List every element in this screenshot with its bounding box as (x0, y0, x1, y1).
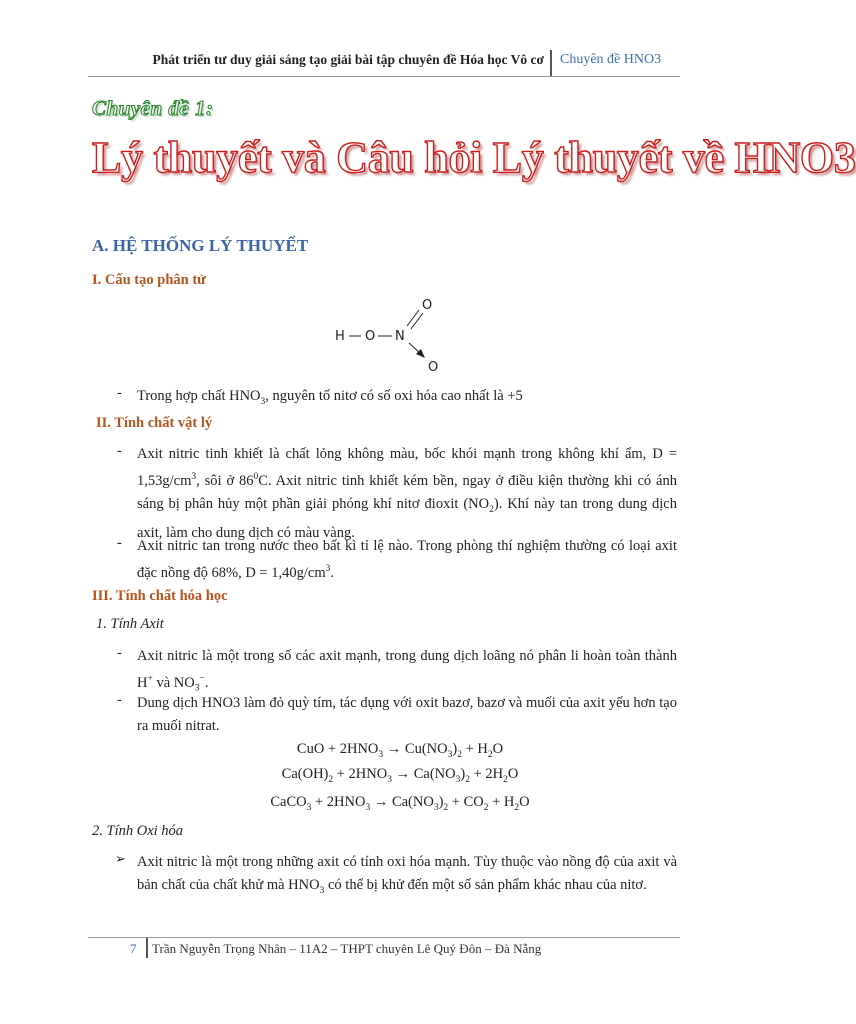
page-header (0, 50, 768, 72)
double-bond-1 (407, 310, 419, 326)
footer-author: Trần Nguyễn Trọng Nhân – 11A2 – THPT chuyên Lê Quý Đôn – Đà Nẵng (152, 941, 542, 956)
paragraph-solubility: Axit nitric tan trong nước theo bất kì tỉ lệ nào. Trong phòng thí nghiệm thường có loại axit đặc nồng độ 68%, $D = 1,40g/cm^3$. (137, 538, 677, 581)
atom-o-bottom: O (428, 360, 439, 375)
paragraph-litmus: Dung dịch HNO3 làm đỏ quỳ tím, tác dụng với oxit bazơ, bazơ và muối của axit yếu hơn tạo ra muối nitrat. (137, 695, 677, 734)
atom-o: O (365, 329, 376, 344)
header-rule (88, 76, 680, 77)
subheading-oxidation: 2. Tính Oxi hóa (92, 823, 184, 839)
subheading-chemical: III. Tính chất hóa học (92, 588, 228, 604)
header-book-title: Phát triển tư duy giải sáng tạo giải bài tập chuyên đề Hóa học Vô cơ (152, 52, 544, 67)
paragraph-strong-acid: Axit nitric là một trong số các axit mạnh, trong dung dịch loãng nó phân li hoàn toàn thành H+ và $NO_3^-$. (137, 648, 677, 694)
bullet-dash: - (117, 692, 122, 708)
subheading-structure: I. Cấu tạo phân tử (92, 272, 206, 288)
atom-h: H (335, 329, 345, 344)
equation-caco3: CaCO$_3$ + $2HNO_3 \to Ca(NO_3)_2 + CO_2 + H_2O$ (270, 794, 530, 813)
page-title: Lý thuyết và Câu hỏi Lý thuyết về HNO3 (92, 133, 856, 182)
bullet-dash: - (117, 443, 122, 459)
equation-caoh2: $Ca(OH)_2 + 2HNO_3 \to Ca(NO_3)_2 + 2H_2O$ (281, 766, 519, 785)
paragraph-oxidizing: Axit nitric là một trong những axit có tính oxi hóa mạnh. Tùy thuộc vào nồng độ của axit và bản chất của chất khử mà $HNO_3$ có thể bị khử đến một số sản phẩm khác nhau của nitơ. (137, 854, 677, 896)
bullet-dash: - (117, 535, 122, 551)
equation-cuo: CuO + $2HNO_3 \to Cu(NO_3)_2 + H_2O$ (296, 741, 504, 760)
atom-n: N (395, 329, 405, 344)
paragraph-physical-properties: Axit nitric tinh khiết là chất lỏng không màu, bốc khói mạnh trong không khí ẩm, $D = 1,53g/cm^3$, sôi ở $86^0C$. Axit nitric tinh khiết kém bền, ngay ở điều kiện thường khi có ánh sáng bị phân hủy một phần giải phóng khí nitơ đioxit $(NO_2)$. Khí này tan trong dung dịch axit, làm cho dung dịch có màu vàng. (137, 446, 677, 541)
paragraph-oxidation-state: Trong hợp chất $HNO_3$, nguyên tố nitơ có số oxi hóa cao nhất là +5 (137, 388, 523, 407)
bullet-dash: - (117, 645, 122, 661)
atom-o-top: O (422, 298, 433, 313)
footer-rule (88, 937, 680, 938)
subheading-physical: II. Tính chất vật lý (96, 415, 213, 431)
chapter-label: Chuyên đề 1: (92, 96, 214, 120)
double-bond-2 (411, 313, 423, 329)
footer-separator (146, 938, 148, 958)
page-number: 7 (130, 941, 137, 956)
arrow-bullet-icon: ➢ (115, 851, 126, 866)
section-heading-a: A. HỆ THỐNG LÝ THUYẾT (92, 236, 309, 255)
subheading-acidity: 1. Tính Axit (96, 616, 164, 632)
header-separator (550, 50, 552, 76)
bullet-dash: - (117, 385, 122, 401)
header-chapter: Chuyên đề HNO3 (560, 52, 662, 67)
hno3-structure-diagram (325, 292, 455, 376)
